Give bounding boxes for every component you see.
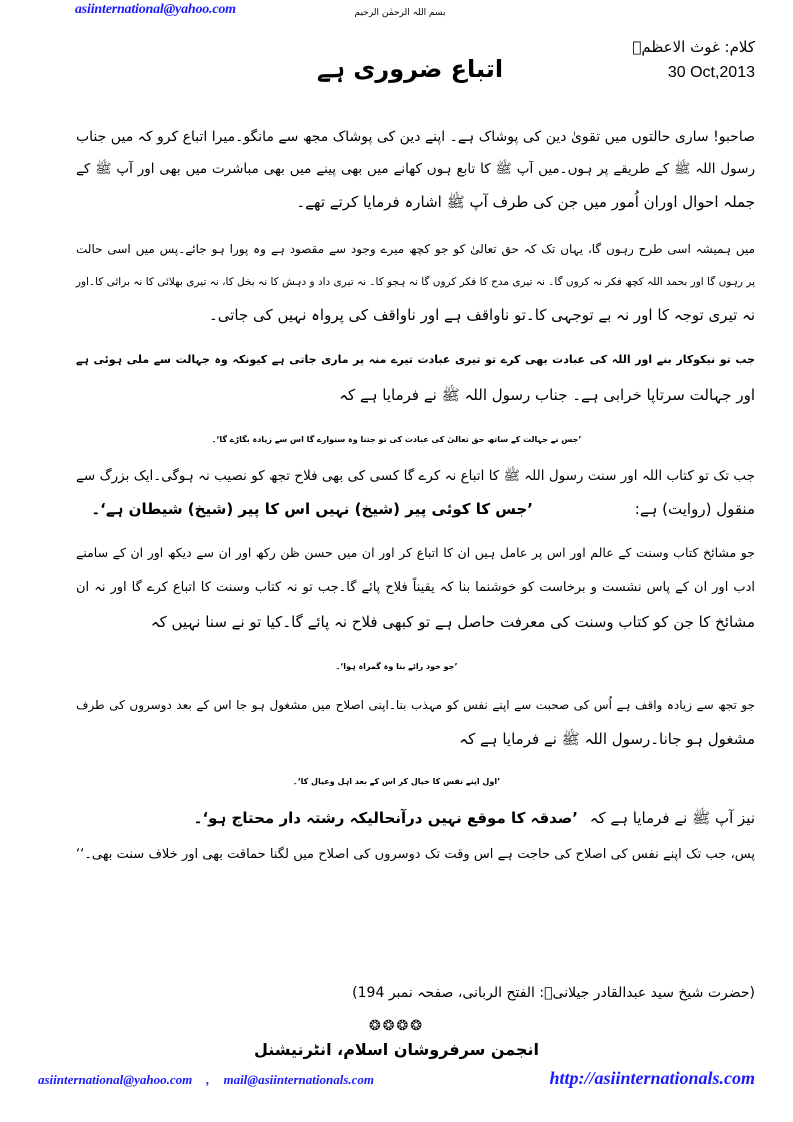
body-line: نہ تیری توجہ کا اور نہ بے توجہی کا۔تو ناواقف ہے اور ناواقف کی پرواہ نہیں کی جاتی۔ xyxy=(208,306,755,324)
date: 30 Oct,2013 xyxy=(667,64,755,81)
quote: ’جس کا کوئی پیر (شیخ) نہیں اس کا پیر (شیخ) شیطان ہے‘۔ xyxy=(91,500,533,518)
ornament-icon: ❂❂❂❂ xyxy=(369,1018,424,1034)
organization-name: انجمن سرفروشان اسلام، انٹرنیشنل xyxy=(253,1040,540,1059)
footer-email-1[interactable]: asiinternational@yahoo.com xyxy=(38,1072,193,1087)
body-line: جملہ احوال اوران اُمور میں جن کی طرف آپ ﷺ اشارہ فرمایا کرتے تھے۔ xyxy=(296,193,755,211)
body-line: میں ہمیشہ اسی طرح رہوں گا، یہاں تک کہ حق تعالیٰ کو جو کچھ میرے وجود سے مقصود ہے وہ پورا ہو جائے۔پس میں اسی حالت xyxy=(76,242,755,256)
kalam-attribution: کلام: غوث الاعظمؓ xyxy=(632,38,755,56)
body-line: جو مشائخ کتاب وسنت کے عالم اور اس پر عامل ہیں ان کا اتباع کر اور ان میں حسن ظن رکھ اور ان سے دیکھ اور ان کے سامنے xyxy=(76,545,755,560)
website-link[interactable]: http://asiinternationals.com xyxy=(549,1068,755,1088)
page-title: اتباع ضروری ہے xyxy=(316,55,504,83)
footer-email-2[interactable]: mail@asiinternationals.com xyxy=(223,1072,375,1087)
body-line: ادب اور ان کے پاس نشست و برخاست کو خوشنما بنا کہ یقیناً فلاح پائے گا۔جب تو نہ کتاب وسنت کا اتباع کرے گا اور نہ ان xyxy=(76,580,755,595)
body-line: مشغول ہو جانا۔رسول اللہ ﷺ نے فرمایا ہے کہ xyxy=(459,730,755,748)
body-line: جو تجھ سے زیادہ واقف ہے اُس کی صحبت سے اپنے نفس کو مہذب بنا۔اپنی اصلاح میں مشغول ہو جا اس کے بعد دوسروں کی طرف xyxy=(76,698,755,712)
body-line: اور جہالت سرتاپا خرابی ہے۔ جناب رسول اللہ ﷺ نے فرمایا ہے کہ xyxy=(339,386,755,404)
quote: ’صدقہ کا موقع نہیں درآنحالیکہ رشتہ دار محتاج ہو‘۔ xyxy=(193,809,578,827)
body-line: رسول اللہ ﷺ کے طریقے پر ہوں۔میں آپ ﷺ کا تابع ہوں کھانے میں بھی پینے میں بھی مباشرت میں بھی اور آپ ﷺ کے xyxy=(76,161,755,177)
body-line: صاحبو! ساری حالتوں میں تقویٰ دین کی پوشاک ہے۔ اپنے دین کی پوشاک مجھ سے مانگو۔میرا اتباع کرو کہ میں جناب xyxy=(76,129,755,145)
body-line: پس، جب تک اپنے نفس کی اصلاح کی حاجت ہے اس وقت تک دوسروں کی اصلاح میں لگنا حماقت بھی اور خلاف سنت بھی۔‘‘ xyxy=(76,847,755,862)
footer-emails xyxy=(38,1072,374,1088)
header-email[interactable]: asiinternational@yahoo.com xyxy=(75,2,236,17)
body-line: جب تک تو کتاب اللہ اور سنت رسول اللہ ﷺ کا اتباع نہ کرے گا کسی کی بھی فلاح تجھ کو نصیب نہ ہوگی۔ایک بزرگ سے xyxy=(76,468,755,484)
separator: , xyxy=(206,1072,210,1087)
bismillah: بسم اللہ الرحمٰن الرحیم xyxy=(354,8,446,18)
body-line: مشائخ کا جن کو کتاب وسنت کی معرفت حاصل ہے تو کبھی فلاح نہ پائے گا۔کیا تو نے سنا نہیں کہ xyxy=(150,613,755,631)
body-line: منقول (روایت) ہے: xyxy=(634,500,755,518)
body-line: پر رہوں گا اور بحمد اللہ کچھ فکر نہ کروں گا۔ نہ تیری مدح کا فکر کروں گا نہ ہجو کا۔ نہ تیری داد و دہش کا نہ بخل کا، نہ تیری بھلائی کا نہ برائی کا۔اور xyxy=(75,276,755,288)
body-line: جب تو نیکوکار بنے اور اللہ کی عبادت بھی کرے تو تیری عبادت تیرے منہ پر ماری جاتی ہے کیونکہ وہ جہالت سے ملی ہوئی ہے xyxy=(76,353,755,366)
quote: ’جو خود رائے بنا وہ گمراہ ہوا‘۔ xyxy=(335,662,458,671)
quote: ’اول اپنے نفس کا خیال کر اس کے بعد اہل وعیال کا‘۔ xyxy=(292,777,501,786)
body-line: نیز آپ ﷺ نے فرمایا ہے کہ xyxy=(589,809,755,827)
citation: (حضرت شیخ سید عبدالقادر جیلانیؒ: الفتح الربانی، صفحہ نمبر 194) xyxy=(352,985,755,1001)
quote: ’جس نے جہالت کے ساتھ حق تعالیٰ کی عبادت کی تو جتنا وہ سنوارے گا اس سے زیادہ بگاڑے گا‘۔ xyxy=(211,435,582,444)
